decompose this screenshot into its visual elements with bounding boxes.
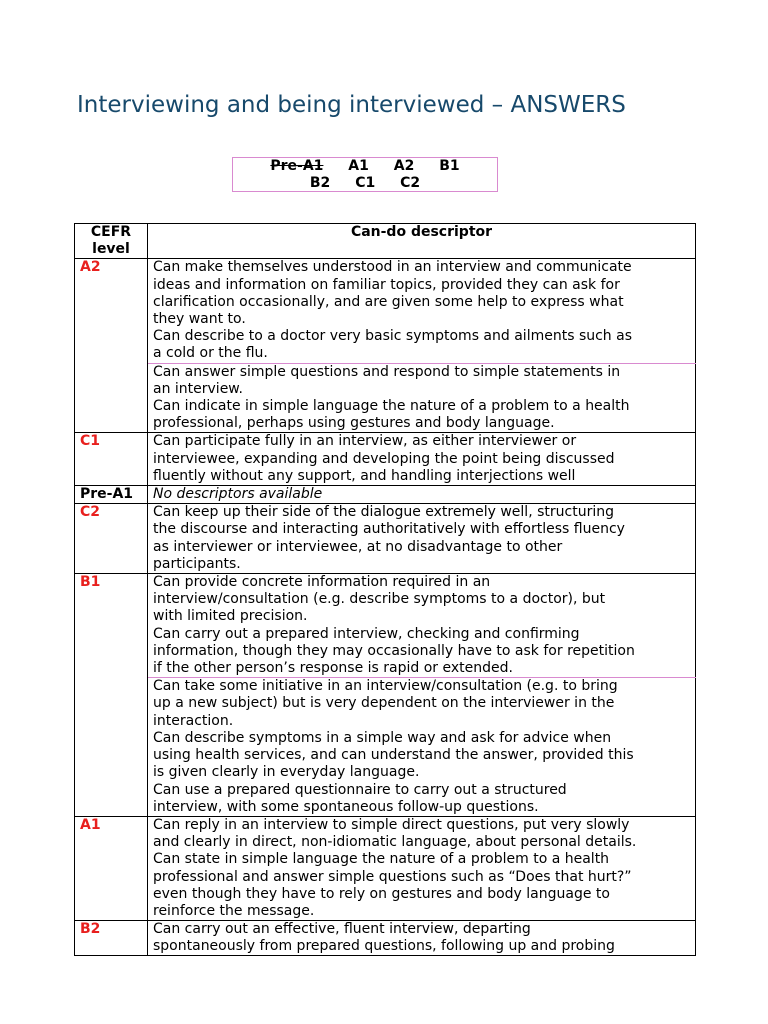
descriptor-line: Can answer simple questions and respond to simple statements in — [153, 363, 621, 380]
descriptor-line: Can provide concrete information required in an — [153, 574, 491, 591]
descriptor-line: fluently without any support, and handling interjections well — [153, 467, 576, 484]
levels-line-1 — [233, 158, 497, 175]
descriptor-line: clarification occasionally, and are given some help to express what — [153, 293, 624, 310]
descriptor-line: if the other person’s response is rapid or extended. — [153, 660, 513, 677]
descriptor-line: Can describe to a doctor very basic symptoms and ailments such as — [153, 328, 633, 345]
level-cell: B2 — [75, 921, 148, 956]
descriptor-cell — [148, 433, 696, 486]
descriptor-text — [153, 486, 691, 503]
descriptor-text — [153, 817, 691, 920]
descriptor-cell — [148, 678, 696, 817]
descriptor-text — [153, 574, 691, 677]
descriptor-line: Can state in simple language the nature of a problem to a health — [153, 851, 610, 868]
descriptor-line: No descriptors available — [153, 486, 323, 503]
descriptor-line: Can indicate in simple language the nature of a problem to a health — [153, 398, 630, 415]
header-level-line-1: CEFR — [90, 224, 132, 240]
descriptor-text — [153, 364, 691, 433]
header-can-do-descriptor: Can-do descriptor — [148, 224, 696, 259]
descriptor-line: Can describe symptoms in a simple way and ask for advice when — [153, 729, 612, 746]
descriptor-text — [153, 433, 691, 485]
table-header-row — [75, 224, 696, 259]
descriptor-line: spontaneously from prepared questions, following up and probing — [153, 938, 615, 955]
descriptor-line: reinforce the message. — [153, 902, 315, 919]
descriptor-table — [74, 223, 696, 956]
level-b1: B1 — [439, 158, 460, 174]
descriptor-line: Can carry out a prepared interview, checking and confirming — [153, 625, 580, 642]
descriptor-line: Can use a prepared questionnaire to carry out a structured — [153, 781, 567, 798]
table-row — [75, 259, 696, 363]
header-cefr-level — [75, 224, 148, 259]
level-a2: A2 — [393, 158, 415, 174]
descriptor-line: Can make themselves understood in an interview and communicate — [153, 259, 632, 276]
levels-line-2 — [233, 175, 497, 192]
cefr-levels-legend — [232, 157, 498, 192]
descriptor-text — [153, 504, 691, 573]
descriptor-line: ideas and information on familiar topics, provided they can ask for — [153, 276, 620, 293]
level-cell — [75, 678, 148, 817]
descriptor-cell — [148, 504, 696, 574]
descriptor-line: Can reply in an interview to simple direct questions, put very slowly — [153, 816, 630, 833]
page-title: Interviewing and being interviewed – ANSWERS — [77, 92, 626, 118]
table-body — [75, 259, 696, 956]
descriptor-cell — [148, 259, 696, 363]
descriptor-line: Can take some initiative in an interview/consultation (e.g. to bring — [153, 678, 618, 695]
table-row — [75, 433, 696, 486]
table-row — [75, 504, 696, 574]
descriptor-cell — [148, 921, 696, 956]
descriptor-line: participants. — [153, 555, 241, 572]
descriptor-line: Can keep up their side of the dialogue extremely well, structuring — [153, 504, 614, 521]
table-row — [75, 921, 696, 956]
level-cell: A2 — [75, 259, 148, 363]
descriptor-line: Can participate fully in an interview, as either interviewer or — [153, 433, 577, 450]
table-row — [75, 574, 696, 678]
descriptor-line: professional and answer simple questions such as “Does that hurt?” — [153, 868, 632, 885]
descriptor-cell — [148, 816, 696, 920]
level-c2: C2 — [400, 175, 421, 191]
descriptor-text — [153, 678, 691, 816]
descriptor-cell — [148, 574, 696, 678]
descriptor-line: information, though they may occasionally have to ask for repetition — [153, 642, 635, 659]
table-row — [75, 678, 696, 817]
level-cell: Pre-A1 — [75, 486, 148, 504]
descriptor-text — [153, 921, 691, 955]
descriptor-cell — [148, 486, 696, 504]
descriptor-line: with limited precision. — [153, 608, 308, 625]
descriptor-line: they want to. — [153, 311, 246, 328]
descriptor-line: interview/consultation (e.g. describe symptoms to a doctor), but — [153, 591, 606, 608]
table-row — [75, 816, 696, 920]
level-cell: C1 — [75, 433, 148, 486]
descriptor-line: professional, perhaps using gestures and body language. — [153, 415, 555, 432]
level-b2: B2 — [309, 175, 331, 191]
descriptor-line: interaction. — [153, 712, 234, 729]
descriptor-line: the discourse and interacting authoritatively with effortless fluency — [153, 521, 625, 538]
header-level-line-2: level — [92, 241, 130, 258]
level-cell: B1 — [75, 574, 148, 678]
descriptor-cell — [148, 363, 696, 433]
level-cell: A1 — [75, 816, 148, 920]
descriptor-line: using health services, and can understand the answer, provided this — [153, 747, 634, 764]
descriptor-line: even though they have to rely on gestures and body language to — [153, 885, 610, 902]
level-cell: C2 — [75, 504, 148, 574]
level-c1: C1 — [355, 175, 376, 191]
descriptor-line: interviewee, expanding and developing the point being discussed — [153, 450, 615, 467]
descriptor-text — [153, 259, 691, 362]
descriptor-line: Can carry out an effective, fluent interview, departing — [153, 921, 531, 938]
descriptor-line: up a new subject) but is very dependent on the interviewer in the — [153, 695, 615, 712]
table-row — [75, 363, 696, 433]
descriptor-line: is given clearly in everyday language. — [153, 764, 420, 781]
descriptor-line: an interview. — [153, 380, 243, 397]
descriptor-line: and clearly in direct, non-idiomatic language, about personal details. — [153, 834, 637, 851]
table-row — [75, 486, 696, 504]
descriptor-line: interview, with some spontaneous follow-up questions. — [153, 798, 539, 815]
level-cell — [75, 363, 148, 433]
level-pre-a1: Pre-A1 — [270, 158, 324, 174]
level-a1: A1 — [348, 158, 369, 174]
descriptor-line: as interviewer or interviewee, at no disadvantage to other — [153, 538, 563, 555]
descriptor-line: a cold or the flu. — [153, 345, 268, 362]
